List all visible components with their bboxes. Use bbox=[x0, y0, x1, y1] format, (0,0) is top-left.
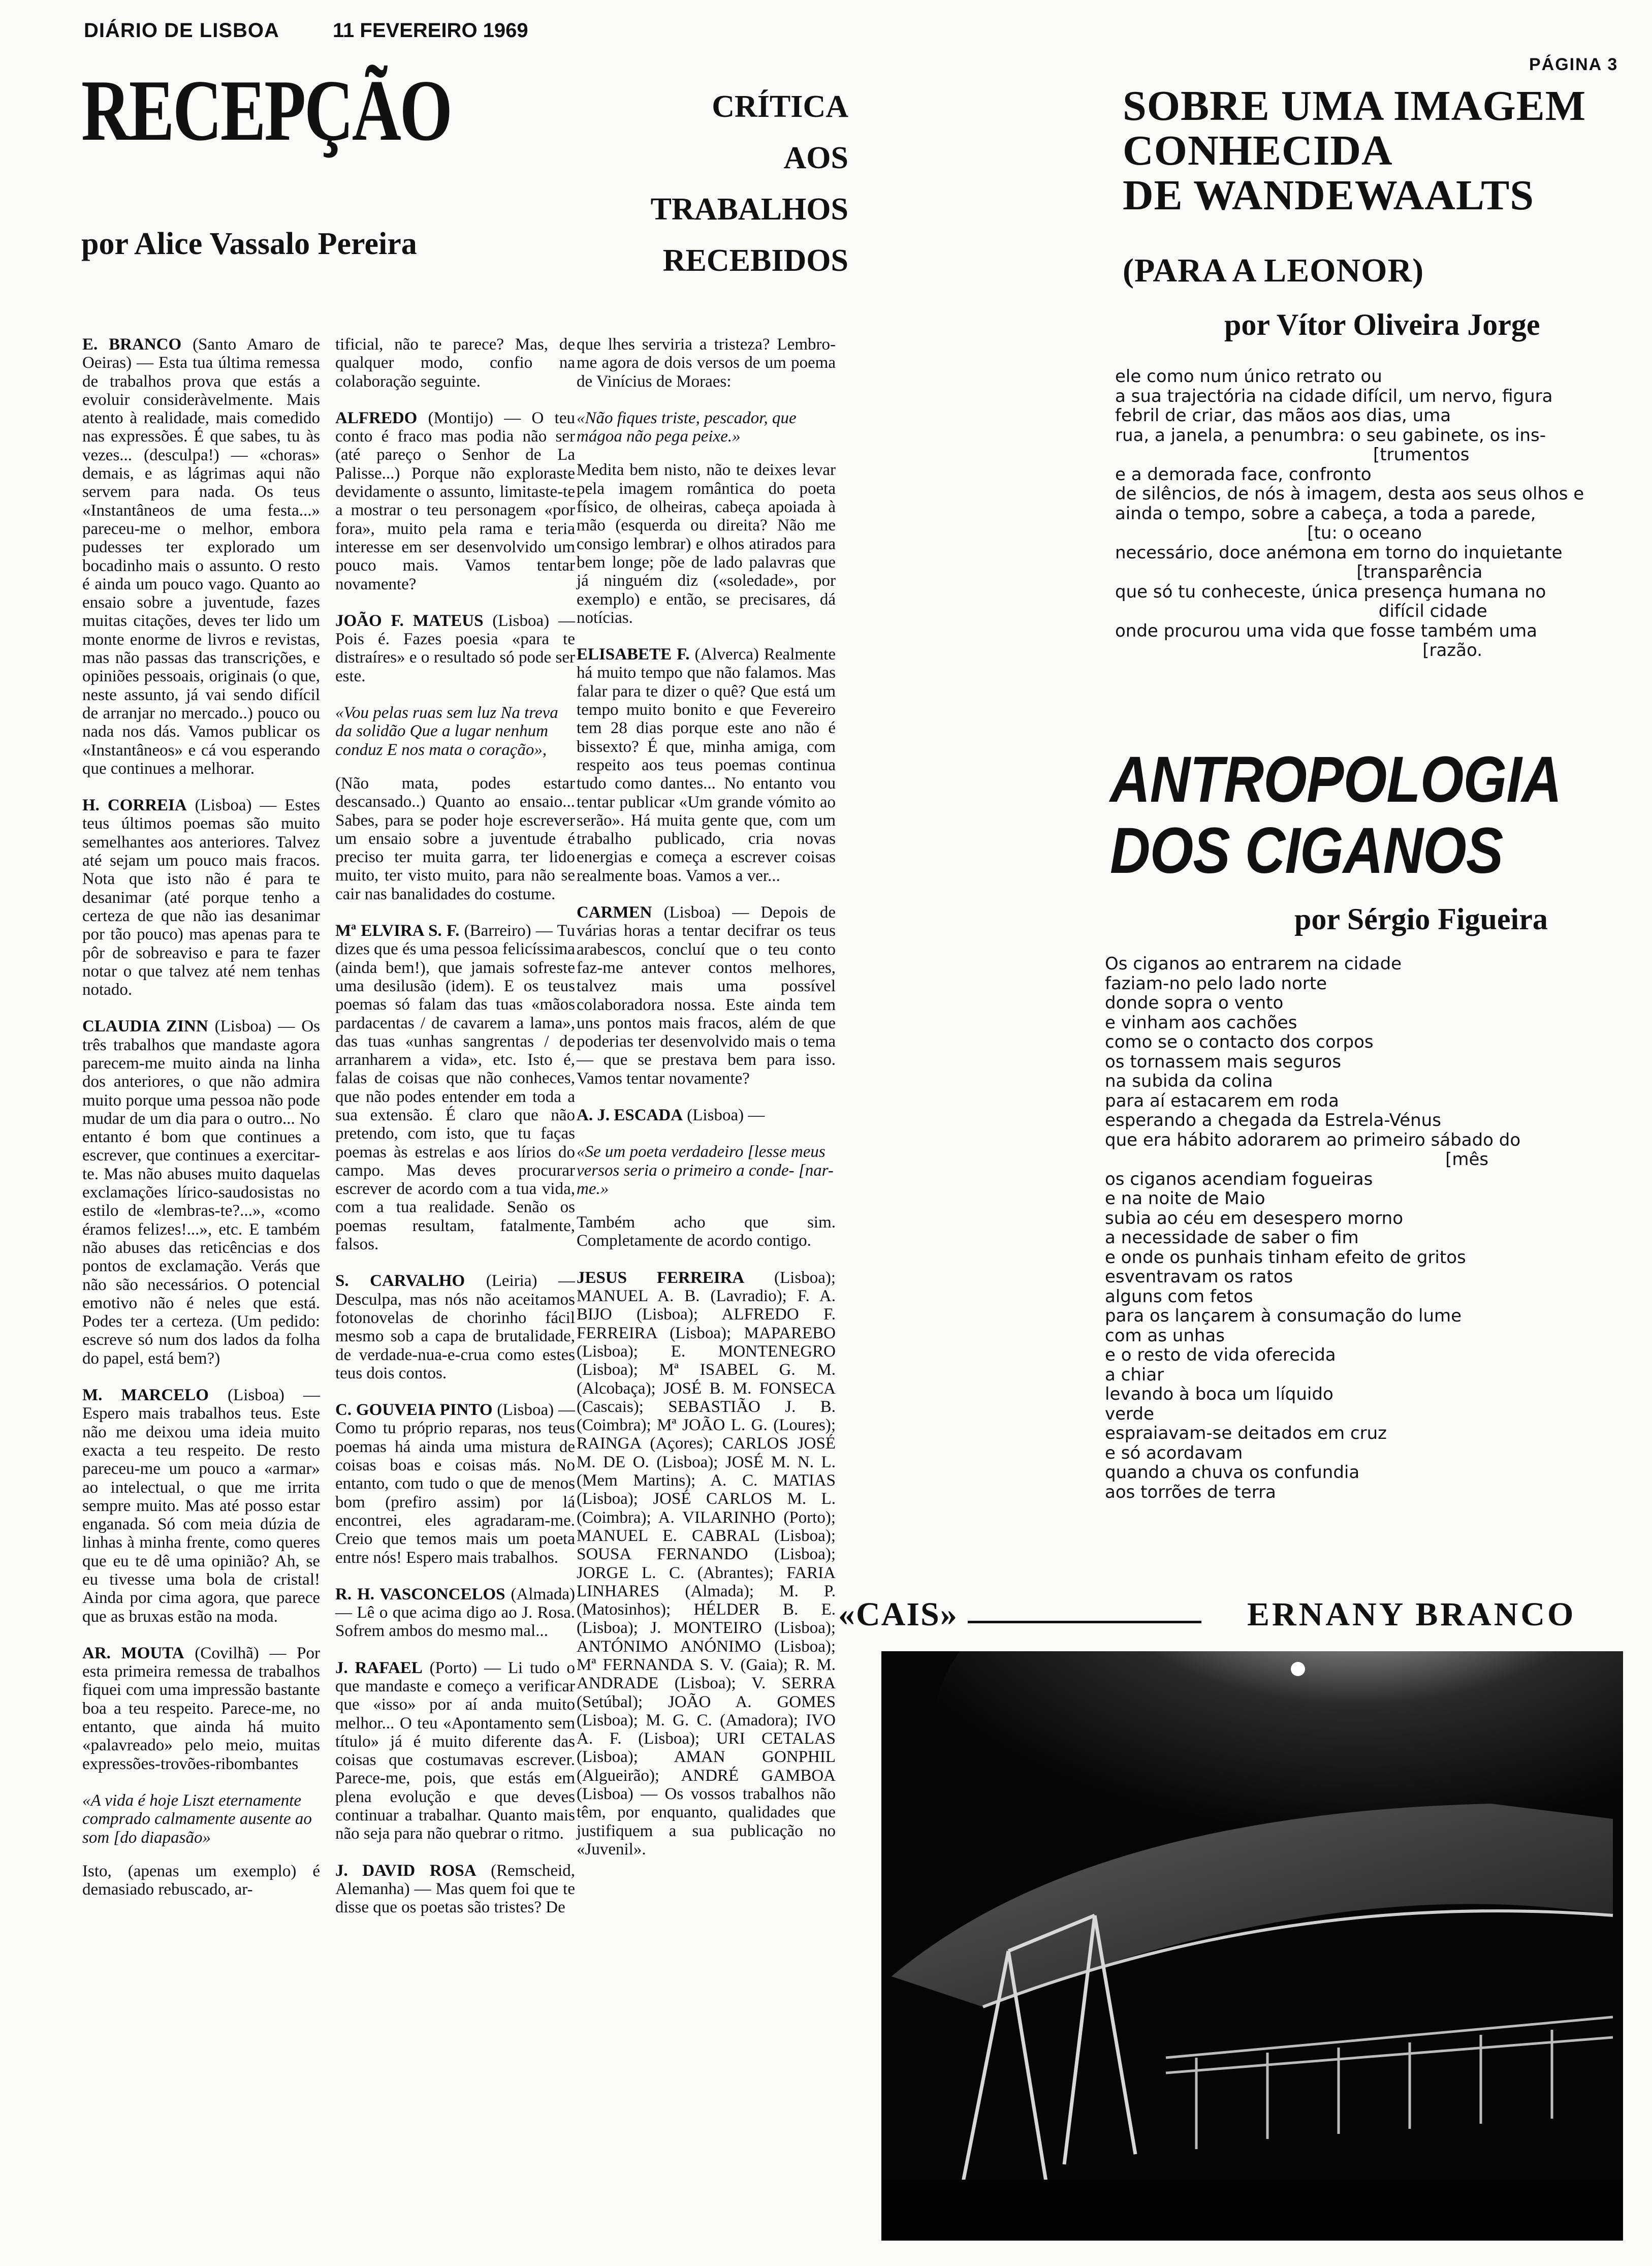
poem-line: a sua trajectória na cidade difícil, um nervo, figura bbox=[1115, 386, 1553, 406]
poem-title bbox=[1123, 84, 1631, 218]
poem-line: como se o contacto dos corpos bbox=[1105, 1032, 1374, 1052]
reply-text: (Lisboa) — bbox=[683, 1106, 765, 1124]
reply-text: Medita bem nisto, não te deixes levar pela imagem romântica do poeta físico, de olheiras, cabeça apoiada à mão (esquerda ou direita? Não me consigo lembrar) e olhos atirados para bem longe; põe de lado palavras que já ninguém diz («soledade», por exemplo) e então, se precisares, dá notícias. bbox=[577, 461, 836, 627]
kicker-line: RECEBIDOS bbox=[662, 243, 848, 278]
text-column-3 bbox=[577, 335, 836, 1877]
reply-paragraph bbox=[335, 612, 575, 685]
reply-text: (Barreiro) — Tu dizes que és uma pessoa felicíssima (ainda bem!), que jamais sofreste uma desilusão (idem). E os teus poemas só falam das tuas «mãos pardacentas / de cavarem a lama», das tuas «unhas sangrentas / de arranharem a vida», etc. Isto é, falas de coisas que não conheces, que não podes entender em toda a sua extensão. É claro que não pretendo, com isto, que tu faças poemas às estrelas e aos lírios do campo. Mas deves procurar escrever de acordo com a tua vida, com a tua realidade. Senão os poemas resultam, fatalmente, falsos. bbox=[335, 922, 576, 1254]
quoted-verse: «Se um poeta verdadeiro [lesse meus versos seria o primeiro a conde- [nar-me.» bbox=[577, 1143, 834, 1198]
poem-title-line: SOBRE UMA IMAGEM bbox=[1123, 82, 1586, 130]
reply-paragraph bbox=[335, 1585, 575, 1641]
reply-paragraph bbox=[577, 335, 836, 391]
correspondent-name: J. DAVID ROSA bbox=[335, 1861, 476, 1880]
newspaper-name: DIÁRIO DE LISBOA bbox=[84, 19, 279, 42]
text-column-2 bbox=[335, 335, 575, 1935]
poem-line: verde bbox=[1105, 1403, 1154, 1424]
photo-title: «CAIS» bbox=[838, 1596, 958, 1633]
reply-paragraph bbox=[82, 1386, 320, 1626]
reply-paragraph bbox=[335, 1401, 575, 1567]
poem-line: e vinham aos cachões bbox=[1105, 1012, 1297, 1033]
poem-line: que só tu conheceste, única presença humana no bbox=[1115, 581, 1546, 602]
correspondent-name: C. GOUVEIA PINTO bbox=[335, 1401, 493, 1420]
poem-line: para aí estacarem em roda bbox=[1105, 1090, 1339, 1111]
poem-line: febril de criar, das mãos aos dias, uma bbox=[1115, 405, 1451, 426]
kicker-line: TRABALHOS bbox=[650, 192, 848, 227]
correspondent-name: JESUS FERREIRA bbox=[577, 1268, 745, 1287]
poem-line: [trumentos bbox=[1115, 445, 1470, 465]
reply-paragraph bbox=[577, 1213, 836, 1250]
poem-line: aos torrões de terra bbox=[1105, 1482, 1276, 1502]
reply-paragraph bbox=[82, 335, 320, 778]
reply-text: tificial, não te parece? Mas, de qualquer modo, confio na colaboração seguinte. bbox=[335, 335, 575, 391]
correspondent-name: R. H. VASCONCELOS bbox=[335, 1585, 505, 1603]
kicker-line: AOS bbox=[783, 141, 848, 175]
reply-text: (Lisboa); MANUEL A. B. (Lavradio); F. A. BIJO (Lisboa); ALFREDO F. FERREIRA (Lisboa); MAPAREBO (Lisboa); E. MONTENEGRO (Lisboa); Mª ISABEL G. M. (Alcobaça); JOSÉ B. M. FONSECA (Cascais); SEBASTIÃO J. B. (Coimbra); Mª JOÃO L. G. (Loures); RAINGA (Açores); CARLOS JOSÉ M. DE O. (Lisboa); JOSÉ M. N. L. (Mem Martins); A. C. MATIAS (Lisboa); JOSÉ CARLOS M. L. (Coimbra); A. VILARINHO (Porto); MANUEL E. CABRAL (Lisboa); SOUSA FERNANDO (Lisboa); JORGE L. C. (Abrantes); FARIA LINHARES (Almada); M. P. (Matosinhos); HÉLDER B. E. (Lisboa); J. MONTEIRO (Lisboa); ANTÓNIMO ANÓNIMO (Lisboa); Mª FERNANDA S. V. (Gaia); R. M. ANDRADE (Lisboa); V. SERRA (Setúbal); JOÃO A. GOMES (Lisboa); M. G. C. (Amadora); IVO A. F. (Lisboa); URI CETALAS (Lisboa); AMAN GONPHIL (Algueirão); ANDRÉ GAMBOA (Lisboa) — Os vossos trabalhos não têm, por enquanto, qualidades que justifiquem a sua publicação no «Juvenil». bbox=[577, 1268, 836, 1859]
quoted-verse: «Vou pelas ruas sem luz Na treva da solidão Que a lugar nenhum conduz E nos mata o coração», bbox=[335, 704, 558, 759]
reply-paragraph bbox=[82, 1017, 320, 1368]
poem-line: rua, a janela, a penumbra: o seu gabinete, os ins- bbox=[1115, 425, 1546, 446]
reply-paragraph bbox=[82, 1644, 320, 1773]
reply-paragraph bbox=[335, 1272, 575, 1382]
poem-line: a chiar bbox=[1105, 1364, 1164, 1385]
reply-paragraph bbox=[577, 461, 836, 627]
poem-line: [tu: o oceano bbox=[1115, 523, 1422, 543]
correspondent-name: J. RAFAEL bbox=[335, 1658, 423, 1677]
correspondent-name: ELISABETE F. bbox=[577, 645, 690, 664]
poem-line: subia ao céu em desespero morno bbox=[1105, 1208, 1404, 1229]
poem-line: espraiavam-se deitados em cruz bbox=[1105, 1423, 1387, 1443]
reply-text: (Lisboa) — Pois é. Fazes poesia «para te distraíres» e o resultado só pode ser este. bbox=[335, 611, 575, 685]
poem-line: os tornassem mais seguros bbox=[1105, 1051, 1341, 1072]
reply-paragraph bbox=[335, 1659, 575, 1843]
reply-paragraph bbox=[82, 796, 320, 999]
reply-paragraph bbox=[577, 645, 836, 885]
poem-line: [mês bbox=[1105, 1149, 1489, 1170]
poem-line: ele como num único retrato ou bbox=[1115, 366, 1382, 387]
reply-text: (Alverca) Realmente há muito tempo que não falamos. Mas falar para te dizer o quê? Que está um tempo muito bonito e que Fevereiro tem 28 dias porque este ano não é bissexto? É que, minha amiga, com respeito aos teus poemas continua tudo como dantes... No entanto vou tentar publicar «Um grande vómito ao serão». Há muita gente que, com um trabalho publicado, cria novas energias e começa a escrever coisas realmente boas. Vamos a ver... bbox=[577, 645, 836, 885]
reply-paragraph bbox=[335, 409, 575, 593]
reply-paragraph bbox=[335, 335, 575, 391]
poem-line: e só acordavam bbox=[1105, 1442, 1243, 1463]
poem-line: os ciganos acendiam fogueiras bbox=[1105, 1169, 1373, 1189]
reply-text: (Remscheid, Alemanha) — Mas quem foi que te disse que os poetas são tristes? De bbox=[335, 1861, 575, 1917]
reply-text: (Lisboa) — Como tu próprio reparas, nos teus poemas há ainda uma mistura de coisas boas e coisas más. No entanto, com tudo o que de menos bom (prefiro assim) por lá encontrei, eles agradaram-me. Creio que temos mais um poeta entre nós! Espero mais trabalhos. bbox=[335, 1401, 575, 1567]
poem-line: e na noite de Maio bbox=[1105, 1188, 1265, 1209]
correspondent-name: M. MARCELO bbox=[82, 1386, 209, 1405]
poem-line: onde procurou uma vida que fosse também uma bbox=[1115, 620, 1538, 641]
poem-line: [transparência bbox=[1115, 562, 1483, 582]
poem-line: a necessidade de saber o fim bbox=[1105, 1228, 1359, 1248]
poem-line: donde sopra o vento bbox=[1105, 993, 1284, 1013]
reply-text: (Santo Amaro de Oeiras) — Esta tua última remessa de trabalhos prova que estás a evoluir consideràvelmente. Mais atento à realidade, mais comedido nas expressões. É que sabes, tu às vezes... (desculpa!) — «choras» demais, e as lágrimas aqui não servem para nada. Os teus «Instantâneos de uma festa...» pareceu-me o melhor, embora pudesses ter explorado um bocadinho mais o assunto. O resto é ainda um pouco vago. Quanto ao ensaio sobre a juventude, fazes muitas citações, deves ter lido um monte enorme de livros e revistas, mas não passas das transcrições, e opiniões pessoais, originais (o que, neste assunto, já vai sendo difícil de arranjar no mercado..) pouco ou nada nos dás. Vamos publicar os «Instantâneos» e cá vou esperando que continues a melhorar. bbox=[82, 335, 320, 778]
reply-text: (Almada) — Lê o que acima digo ao J. Rosa. Sofrem ambos do mesmo mal... bbox=[335, 1585, 575, 1641]
correspondent-name: A. J. ESCADA bbox=[577, 1106, 683, 1124]
poem-byline: por Sérgio Figueira bbox=[1294, 902, 1548, 936]
poem-line: de silêncios, de nós à imagem, desta aos seus olhos e bbox=[1115, 484, 1584, 504]
text-column-1 bbox=[82, 335, 320, 1917]
poem-title-line: DE WANDEWAALTS bbox=[1123, 172, 1534, 219]
reply-text: (Lisboa) — Os três trabalhos que mandaste agora parecem-me muito ainda na linha dos anteriores, o que não admira muito porque uma pessoa não pode mudar de um dia para o outro... No entanto é bom que continues a escrever, que continues a exercitar-te. Mas não abuses muito daquelas exclamações lírico-saudosistas no estilo de «lembras-te?...», «como éramos felizes!...», etc. E também não abuses das reticências e dos pontos de exclamação. Verás que não são necessários. O potencial emotivo não é neles que está. Podes ter a certeza. (Um pedido: escreve só num dos lados da folha do papel, está bem?) bbox=[82, 1017, 320, 1368]
poem-line: levando à boca um líquido bbox=[1105, 1384, 1333, 1404]
poem-line: e a demorada face, confronto bbox=[1115, 464, 1372, 485]
reply-text: (Montijo) — O teu conto é fraco mas podia não ser (até pareço o Senhor de La Palisse...) Porque não exploraste devidamente o assunto, limitaste-te a mostrar o teu personagem «por fora», muito pela rama e teria interesse em ser desenvolvido um pouco mais. Vamos tentar novamente? bbox=[335, 408, 575, 593]
reply-paragraph bbox=[577, 903, 836, 1088]
poem-line: que era hábito adorarem ao primeiro sábado do bbox=[1105, 1129, 1521, 1150]
poem-line: esventravam os ratos bbox=[1105, 1267, 1293, 1287]
poem-line: para os lançarem à consumação do lume bbox=[1105, 1306, 1462, 1326]
poem-line: alguns com fetos bbox=[1105, 1286, 1253, 1307]
poem-line: [razão. bbox=[1115, 640, 1482, 660]
poem-title-line: ANTROPOLOGIA bbox=[1110, 743, 1562, 816]
poem-body bbox=[1105, 954, 1613, 1502]
reply-paragraph bbox=[335, 1862, 575, 1917]
correspondent-name: JOÃO F. MATEUS bbox=[335, 611, 484, 630]
reply-text: (Porto) — Li tudo o que mandaste e começo a verificar que «isso» por aí anda muito melhor... O teu «Apontamento sem título» já é muito diferente das coisas que costumavas escrever. Parece-me, pois, que estás em plena evolução e que deves continuar a trabalhar. Quanto mais não seja para não quebrar o ritmo. bbox=[335, 1658, 576, 1843]
poem-title-line: DOS CIGANOS bbox=[1110, 814, 1503, 887]
poem-byline: por Vítor Oliveira Jorge bbox=[1224, 308, 1540, 341]
issue-date: 11 FEVEREIRO 1969 bbox=[333, 19, 528, 42]
photo-credit: ERNANY BRANCO bbox=[1247, 1596, 1576, 1633]
quoted-verse: «A vida é hoje Liszt eternamente comprado calmamente ausente ao som [do diapasão» bbox=[82, 1791, 312, 1847]
reply-text: que lhes serviria a tristeza? Lembro-me agora de dois versos de um poema de Vinícius de Moraes: bbox=[577, 335, 836, 391]
reply-text: (Não mata, podes estar descansado..) Quanto ao ensaio... Sabes, para se poder hoje escrever um ensaio sobre a juventude é preciso ter muita garra, ter lido muito, ter visto muito, para não se cair nas banalidades do costume. bbox=[335, 774, 575, 903]
correspondent-name: E. BRANCO bbox=[82, 335, 182, 354]
correspondent-name: H. CORREIA bbox=[82, 796, 187, 815]
correspondent-name: S. CARVALHO bbox=[335, 1272, 465, 1291]
poem-line: com as unhas bbox=[1105, 1325, 1225, 1346]
reply-paragraph bbox=[335, 922, 575, 1253]
poem-line: e onde os punhais tinham efeito de gritos bbox=[1105, 1247, 1466, 1268]
poem-body bbox=[1115, 367, 1618, 660]
kicker-line: CRÍTICA bbox=[712, 89, 848, 124]
poem-title-line: CONHECIDA bbox=[1123, 127, 1393, 174]
section-title: RECEPÇÃO bbox=[81, 62, 451, 159]
reply-text: (Lisboa) — Estes teus últimos poemas são muito semelhantes aos anteriores. Talvez até sejam um pouco mais fracos. Nota que isto não é para te desanimar (até porque tenho a certeza de que não ias desanimar por tão pouco) mas apenas para te pôr de sobreaviso e para te fazer notar o que talvez até nem tenhas notado. bbox=[82, 796, 320, 999]
dock-photograph bbox=[881, 1651, 1623, 2241]
poem-line: necessário, doce anémona em torno do inquietante bbox=[1115, 542, 1563, 563]
reply-text: (Leiria) — Desculpa, mas nós não aceitamos fotonovelas de chorinho fácil mesmo sob a capa de brutalidade, de verdade-nua-e-crua como estes teus dois contos. bbox=[335, 1272, 575, 1382]
section-byline: por Alice Vassalo Pereira bbox=[81, 227, 417, 261]
reply-text: Isto, (apenas um exemplo) é demasiado rebuscado, ar- bbox=[82, 1862, 320, 1899]
reply-paragraph bbox=[335, 774, 575, 903]
poem-line: difícil cidade bbox=[1115, 601, 1487, 621]
poem-line: esperando a chegada da Estrela-Vénus bbox=[1105, 1110, 1441, 1130]
poem-dedication: (PARA A LEONOR) bbox=[1123, 252, 1424, 289]
correspondent-name: Mª ELVIRA S. F. bbox=[335, 922, 460, 940]
correspondent-name: CLAUDIA ZINN bbox=[82, 1017, 208, 1036]
poem-line: na subida da colina bbox=[1105, 1071, 1273, 1091]
quoted-verse: «Não fiques triste, pescador, que mágoa não pega peixe.» bbox=[577, 408, 797, 446]
correspondent-name: ALFREDO bbox=[335, 408, 418, 427]
poem-line: Os ciganos ao entrarem na cidade bbox=[1105, 954, 1402, 974]
poem-line: faziam-no pelo lado norte bbox=[1105, 973, 1327, 994]
reply-paragraph bbox=[577, 1106, 836, 1124]
reply-text: (Lisboa) — Depois de várias horas a tentar decifrar os teus arabescos, concluí que o teu conto faz-me antever contos melhores, talvez mais uma possível colaboradora nossa. Este ainda tem uns pontos mais fracos, além de que poderias ter desenvolvido mais o tema — que se prestava bem para isso. Vamos tentar novamente? bbox=[577, 903, 836, 1088]
reply-paragraph bbox=[577, 1269, 836, 1859]
poem-line: e o resto de vida oferecida bbox=[1105, 1345, 1336, 1365]
dock-photo-illustration bbox=[881, 1651, 1623, 2241]
section-kicker bbox=[599, 81, 848, 287]
page-number: PÁGINA 3 bbox=[1529, 55, 1618, 74]
reply-text: Também acho que sim. Completamente de acordo contigo. bbox=[577, 1213, 836, 1250]
poem-title bbox=[1110, 744, 1562, 887]
correspondent-name: CARMEN bbox=[577, 903, 652, 922]
divider bbox=[968, 1621, 1201, 1623]
poem-line: quando a chuva os confundia bbox=[1105, 1462, 1360, 1483]
reply-text: (Covilhã) — Por esta primeira remessa de trabalhos fiquei com uma impressão bastante boa a teu respeito. Parece-me, no entanto, que ainda há muito «palavreado» pelo meio, muitas expressões-trovões-ribombantes bbox=[82, 1644, 320, 1773]
poem-line: ainda o tempo, sobre a cabeça, a toda a parede, bbox=[1115, 503, 1536, 524]
reply-text: (Lisboa) — Espero mais trabalhos teus. Este não me deixou uma ideia muito exacta a teu respeito. De resto pareceu-me um pouco a «armar» ao intelectual, o que me irrita sempre muito. Mas até posso estar enganada. Só com meia dúzia de linhas à minha frente, como queres que eu te dê uma opinião? Ah, se eu tivesse uma bola de cristal! Ainda por cima agora, que parece que as bruxas estão na moda. bbox=[82, 1386, 320, 1626]
correspondent-name: AR. MOUTA bbox=[82, 1644, 184, 1662]
reply-paragraph bbox=[82, 1862, 320, 1899]
